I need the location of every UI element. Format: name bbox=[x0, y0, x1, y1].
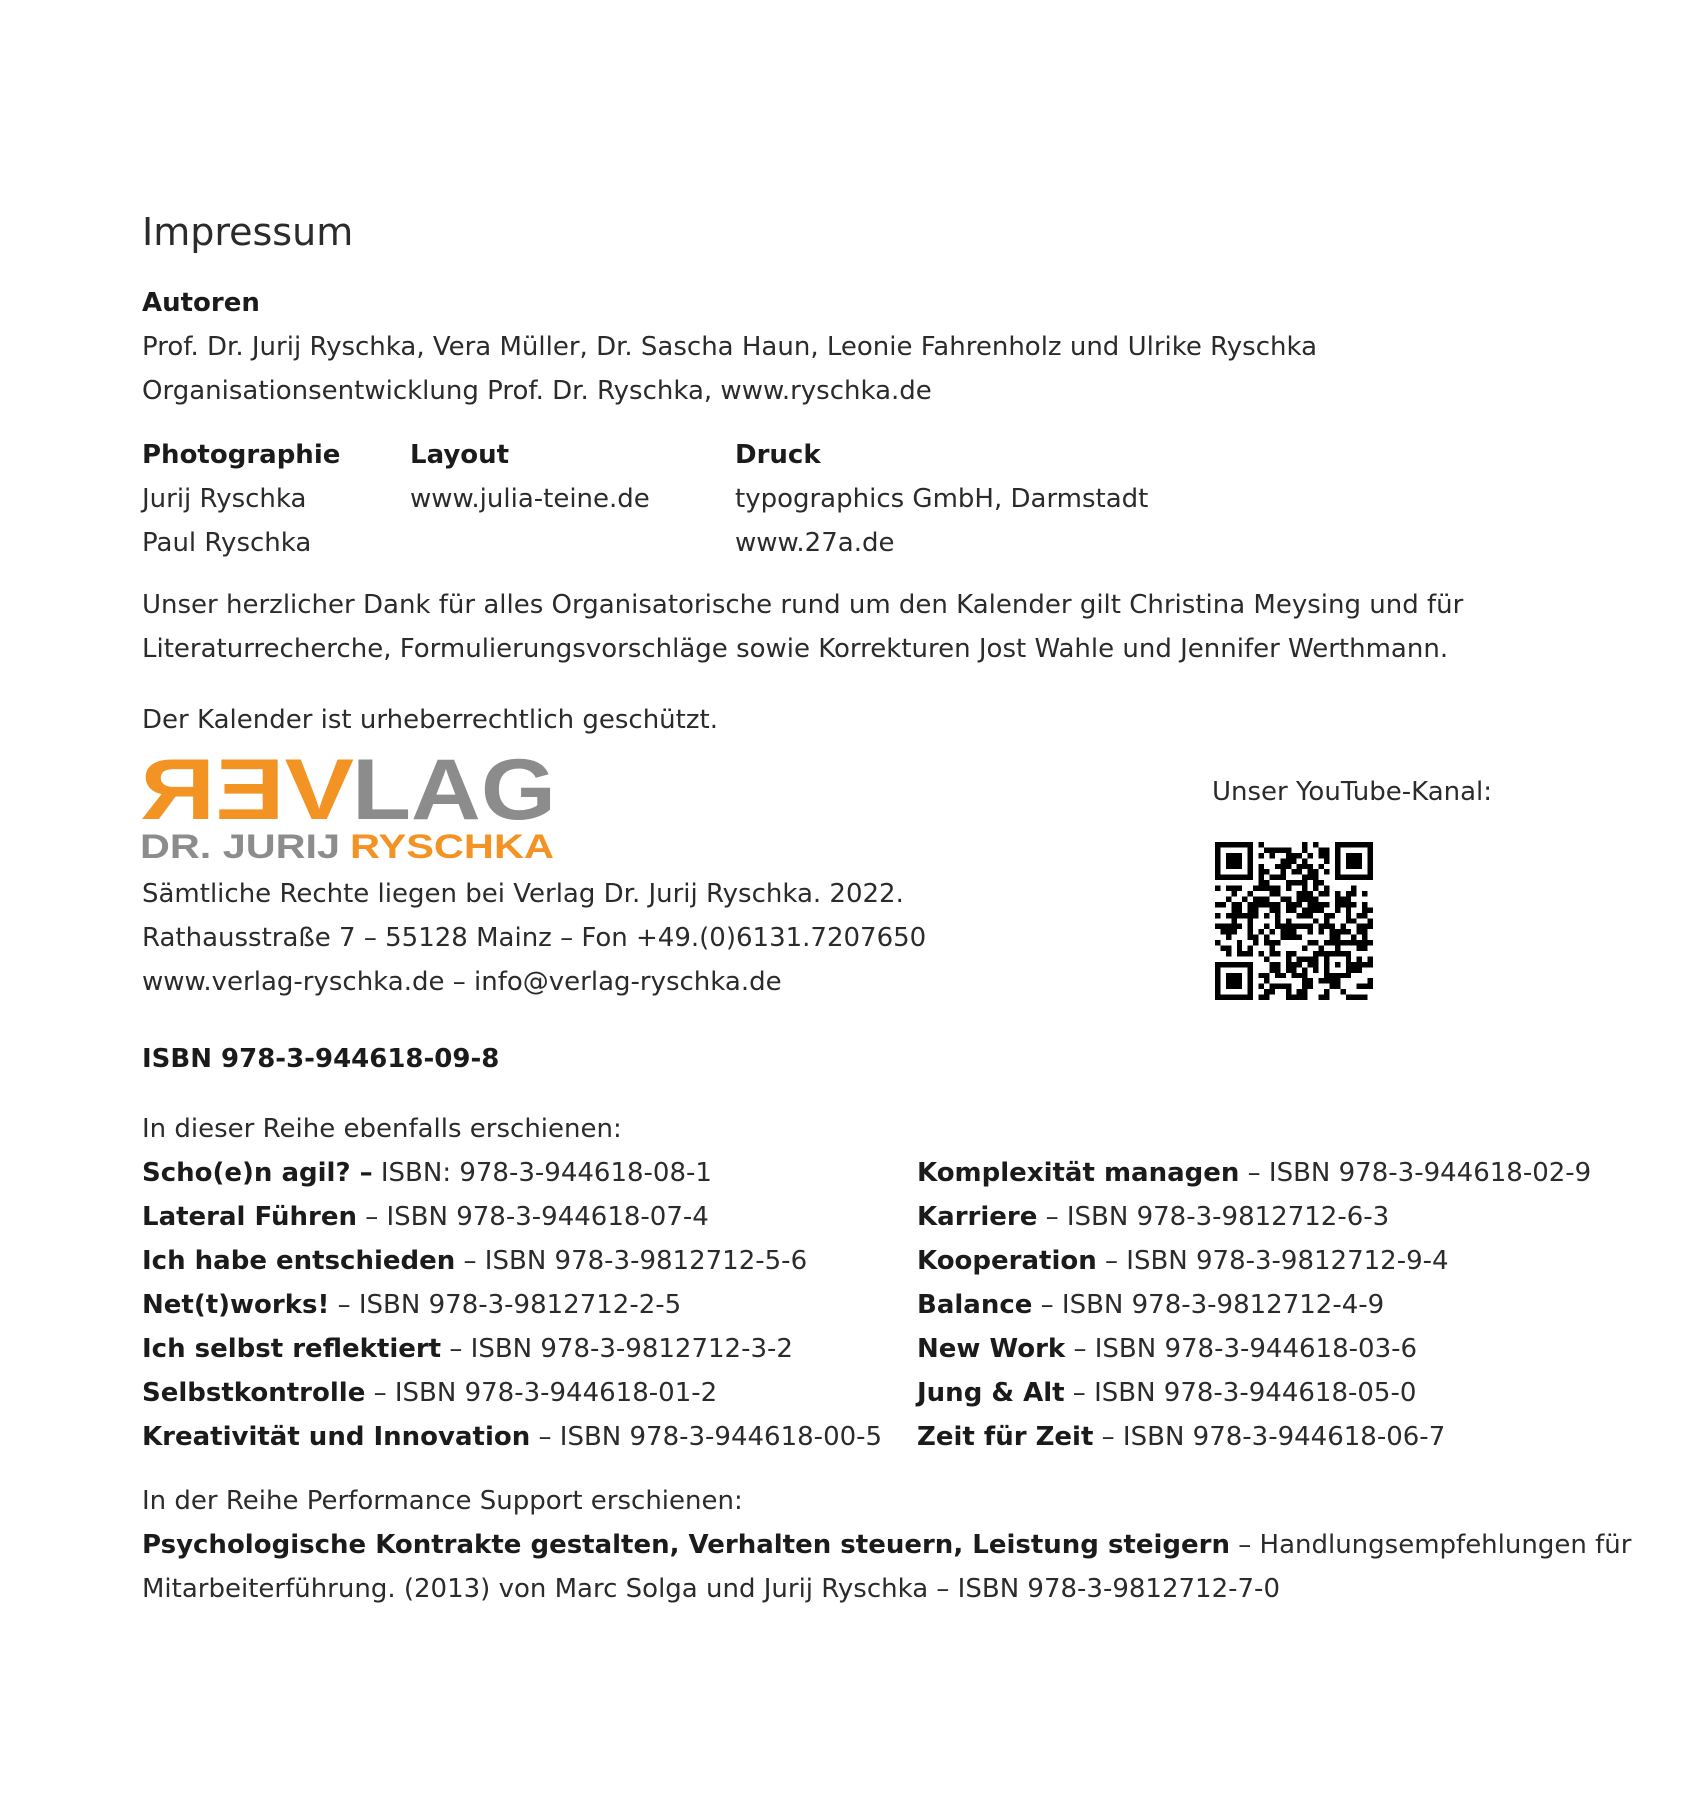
list-item: Scho(e)n agil? – ISBN: 978-3-944618-08-1 bbox=[142, 1158, 712, 1188]
logo-ryschka-text: RYSCHKA bbox=[350, 828, 554, 864]
print-credit: www.27a.de bbox=[735, 528, 895, 558]
print-heading: Druck bbox=[735, 440, 821, 470]
logo-lag-text: LAG bbox=[352, 752, 556, 838]
qr-code-icon[interactable] bbox=[1215, 842, 1373, 1000]
list-item: Jung & Alt – ISBN 978-3-944618-05-0 bbox=[917, 1378, 1417, 1408]
print-credit: typographics GmbH, Darmstadt bbox=[735, 484, 1149, 514]
series-intro: In dieser Reihe ebenfalls erschienen: bbox=[142, 1114, 622, 1144]
performance-title-line: Psychologische Kontrakte gestalten, Verhalten steuern, Leistung steigern – Handlungsempfehlungen für bbox=[142, 1530, 1632, 1560]
photo-credit: Jurij Ryschka bbox=[142, 484, 307, 514]
photo-credit: Paul Ryschka bbox=[142, 528, 312, 558]
thanks-line: Unser herzlicher Dank für alles Organisatorische rund um den Kalender gilt Christina Meysing und für bbox=[142, 590, 1464, 620]
photo-heading: Photographie bbox=[142, 440, 341, 470]
isbn: ISBN 978-3-944618-09-8 bbox=[142, 1044, 500, 1074]
verlag-logo bbox=[140, 752, 560, 864]
youtube-label: Unser YouTube-Kanal: bbox=[1212, 777, 1493, 807]
list-item: Selbstkontrolle – ISBN 978-3-944618-01-2 bbox=[142, 1378, 718, 1408]
authors-section bbox=[142, 281, 1317, 413]
logo-ver-text: VER bbox=[140, 752, 354, 838]
performance-section bbox=[142, 1479, 1631, 1611]
publisher-web: www.verlag-ryschka.de – info@verlag-ryschka.de bbox=[142, 967, 782, 997]
list-item: Balance – ISBN 978-3-9812712-4-9 bbox=[917, 1290, 1385, 1320]
list-item: New Work – ISBN 978-3-944618-03-6 bbox=[917, 1334, 1418, 1364]
list-item: Zeit für Zeit – ISBN 978-3-944618-06-7 bbox=[917, 1422, 1446, 1452]
thanks-line: Literaturrecherche, Formulierungsvorschläge sowie Korrekturen Jost Wahle und Jennifer Werthmann. bbox=[142, 634, 1449, 664]
series-right-list bbox=[917, 1151, 1591, 1459]
list-item: Ich selbst reflektiert – ISBN 978-3-9812712-3-2 bbox=[142, 1334, 793, 1364]
authors-heading: Autoren bbox=[142, 288, 260, 318]
authors-names: Prof. Dr. Jurij Ryschka, Vera Müller, Dr. Sascha Haun, Leonie Fahrenholz und Ulrike Ryschka bbox=[142, 332, 1318, 362]
list-item: Lateral Führen – ISBN 978-3-944618-07-4 bbox=[142, 1202, 709, 1232]
layout-credits bbox=[410, 433, 650, 521]
list-item: Net(t)works! – ISBN 978-3-9812712-2-5 bbox=[142, 1290, 682, 1320]
page-title: Impressum bbox=[142, 210, 354, 254]
list-item: Karriere – ISBN 978-3-9812712-6-3 bbox=[917, 1202, 1390, 1232]
list-item: Kreativität und Innovation – ISBN 978-3-944618-00-5 bbox=[142, 1422, 883, 1452]
print-credits bbox=[735, 433, 1148, 565]
series-left-list bbox=[142, 1151, 882, 1459]
publisher-info bbox=[142, 872, 926, 1004]
publisher-address: Rathausstraße 7 – 55128 Mainz – Fon +49.(0)6131.7207650 bbox=[142, 923, 927, 953]
photo-credits bbox=[142, 433, 340, 565]
thanks-section bbox=[142, 583, 1463, 671]
layout-heading: Layout bbox=[410, 440, 510, 470]
list-item: Kooperation – ISBN 978-3-9812712-9-4 bbox=[917, 1246, 1449, 1276]
layout-credit: www.julia-teine.de bbox=[410, 484, 650, 514]
list-item: Komplexität managen – ISBN 978-3-944618-02-9 bbox=[917, 1158, 1592, 1188]
publisher-rights: Sämtliche Rechte liegen bei Verlag Dr. Jurij Ryschka. 2022. bbox=[142, 879, 904, 909]
list-item: Ich habe entschieden – ISBN 978-3-9812712-5-6 bbox=[142, 1246, 808, 1276]
authors-organisation: Organisationsentwicklung Prof. Dr. Ryschka, www.ryschka.de bbox=[142, 376, 932, 406]
performance-intro: In der Reihe Performance Support erschienen: bbox=[142, 1486, 743, 1516]
copyright-note: Der Kalender ist urheberrechtlich geschützt. bbox=[142, 705, 718, 735]
logo-dr-text: DR. JURIJ bbox=[140, 828, 340, 864]
performance-detail-line: Mitarbeiterführung. (2013) von Marc Solga und Jurij Ryschka – ISBN 978-3-9812712-7-0 bbox=[142, 1574, 1280, 1604]
